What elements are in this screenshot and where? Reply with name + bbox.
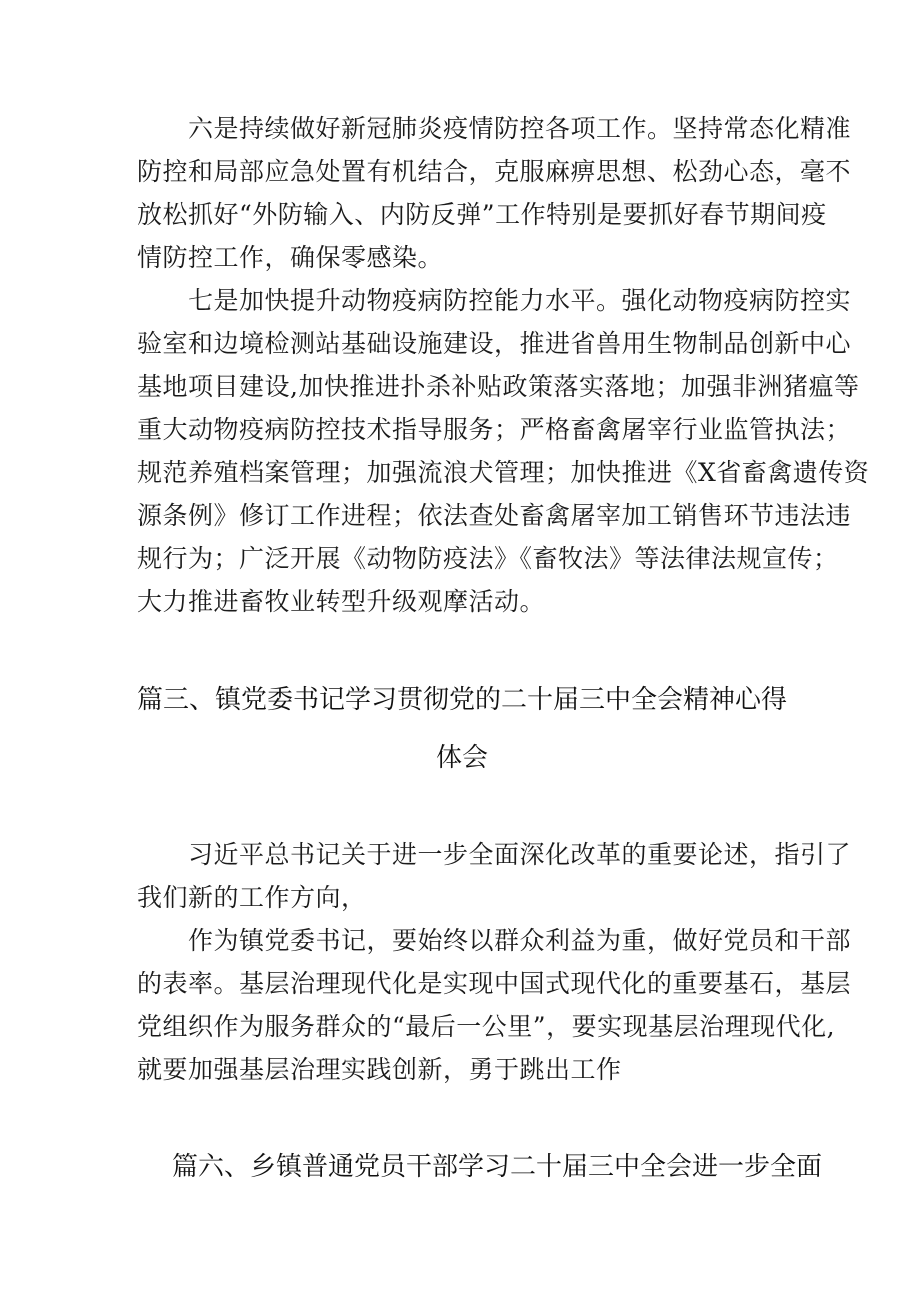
section-six-line-1: 六是持续做好新冠肺炎疫情防控各项工作。坚持常态化精准 xyxy=(188,114,852,143)
section-seven-line-3: 基地项目建设,加快推进扑杀补贴政策落实落地；加强非洲猪瘟等 xyxy=(137,372,860,401)
article-three-para1-line-2: 我们新的工作方向， xyxy=(137,883,367,912)
article-three-para2-line-1: 作为镇党委书记，要始终以群众利益为重，做好党员和干部 xyxy=(188,926,852,955)
article-three-para2-line-3: 党组织作为服务群众的“最后一公里”，要实现基层治理现代化, xyxy=(137,1012,836,1041)
article-three-para2-line-2: 的表率。基层治理现代化是实现中国式现代化的重要基石，基层 xyxy=(137,969,852,998)
section-seven-line-7: 规行为；广泛开展《动物防疫法》《畜牧法》等法律法规宣传； xyxy=(137,544,839,573)
section-six-line-2: 防控和局部应急处置有机结合，克服麻痹思想、松劲心态，毫不 xyxy=(137,157,852,186)
section-seven-line-6: 源条例》修订工作进程；依法查处畜禽屠宰加工销售环节违法违 xyxy=(137,501,852,530)
section-seven-line-1: 七是加快提升动物疫病防控能力水平。强化动物疫病防控实 xyxy=(188,286,852,315)
section-seven-line-4: 重大动物疫病防控技术指导服务；严格畜禽屠宰行业监管执法； xyxy=(137,415,852,444)
article-three-para2-line-4: 就要加强基层治理实践创新，勇于跳出工作 xyxy=(137,1055,622,1084)
article-three-title-line-2: 体会 xyxy=(436,743,489,773)
section-six-line-3: 放松抓好“外防输入、内防反弹”工作特别是要抓好春节期间疫 xyxy=(137,200,827,229)
article-three-title-line-1: 篇三、镇党委书记学习贯彻党的二十届三中全会精神心得 xyxy=(137,685,788,715)
section-seven-line-2: 验室和边境检测站基础设施建设，推进省兽用生物制品创新中心 xyxy=(137,329,852,358)
section-six-line-4: 情防控工作，确保零感染。 xyxy=(137,243,444,272)
article-three-para1-line-1: 习近平总书记关于进一步全面深化改革的重要论述，指引了 xyxy=(188,840,852,869)
section-seven-line-8: 大力推进畜牧业转型升级观摩活动。 xyxy=(137,587,546,616)
article-six-title-line-1: 篇六、乡镇普通党员干部学习二十届三中全会进一步全面 xyxy=(172,1152,823,1182)
section-seven-line-5: 规范养殖档案管理；加强流浪犬管理；加快推进《X省畜禽遗传资 xyxy=(137,458,870,487)
